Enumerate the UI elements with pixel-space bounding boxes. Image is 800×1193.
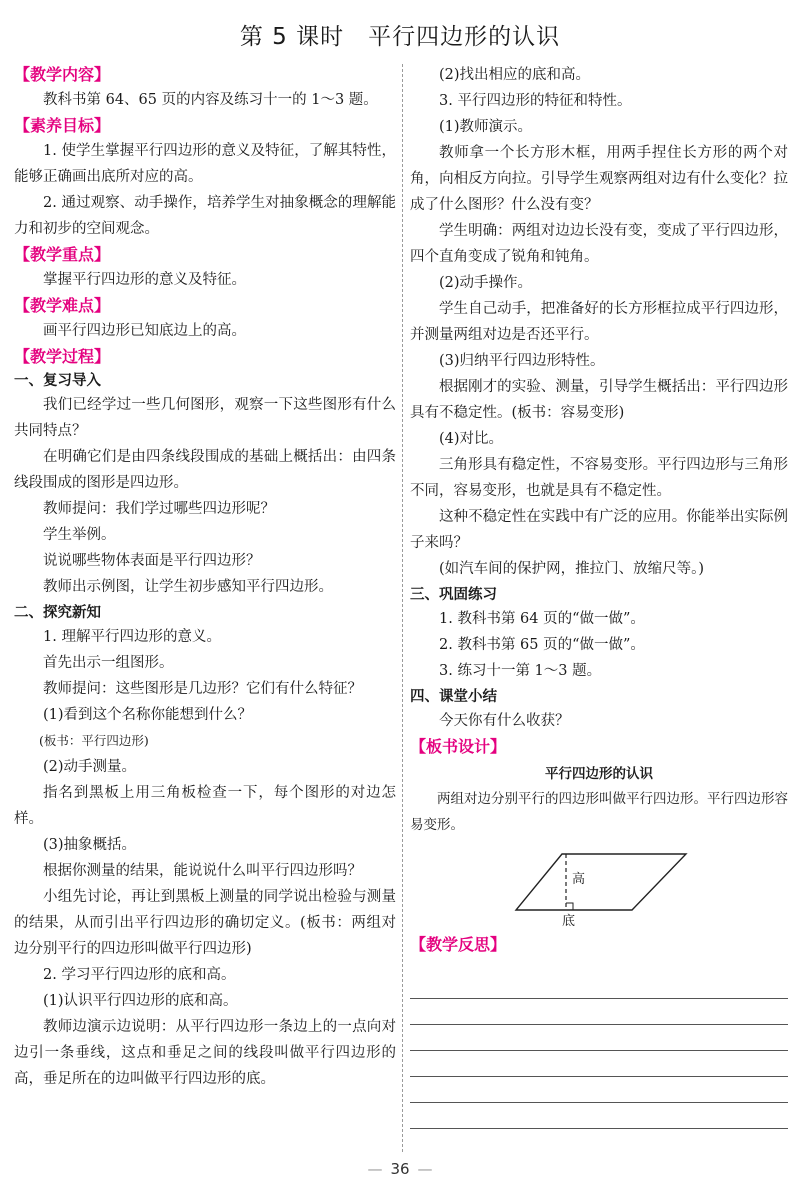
paragraph: 教师出示例图，让学生初步感知平行四边形。 <box>43 579 333 595</box>
paragraph: 三角形具有稳定性，不容易变形。平行四边形与三角形不同，容易变形，也就是具有不稳定性。 <box>410 457 788 499</box>
reflection-lines <box>410 974 788 1129</box>
section-heading: 【板书设计】 <box>410 737 507 756</box>
left-column <box>14 62 396 1092</box>
paragraph: 我们已经学过一些几何图形，观察一下这些图形有什么共同特点？ <box>14 397 396 439</box>
subsection-heading: 一、复习导入 <box>14 373 101 389</box>
subsection-heading: 三、巩固练习 <box>410 587 497 603</box>
right-flow <box>410 62 788 758</box>
paragraph: (2)找出相应的底和高。 <box>439 67 591 83</box>
writing-line[interactable] <box>410 1000 788 1025</box>
height-label: 高 <box>572 872 586 887</box>
paragraph: (1)教师演示。 <box>439 119 533 135</box>
paragraph: 教师提问：这些图形是几边形？它们有什么特征？ <box>43 681 362 697</box>
paragraph: 2. 通过观察、动手操作，培养学生对抽象概念的理解能力和初步的空间观念。 <box>14 195 396 237</box>
page-number: — 36 — <box>367 1160 433 1178</box>
column-divider <box>402 64 403 1152</box>
paragraph: 小组先讨论，再让到黑板上测量的同学说出检验与测量的结果，从而引出平行四边形的确切定义。(板书：两组对边分别平行的四边形叫做平行四边形) <box>14 889 396 957</box>
section-heading: 【教学过程】 <box>14 347 111 366</box>
writing-line[interactable] <box>410 1026 788 1051</box>
board-text: 两组对边分别平行的四边形叫做平行四边形。平行四边形容易变形。 <box>410 791 788 833</box>
paragraph: (1)看到这个名称你能想到什么？ <box>43 707 253 723</box>
paragraph: 今天你有什么收获？ <box>439 713 570 729</box>
paragraph: 教科书第 64、65 页的内容及练习十一的 1～3 题。 <box>43 92 378 108</box>
base-label: 底 <box>562 914 576 929</box>
paragraph: 在明确它们是由四条线段围成的基础上概括出：由四条线段围成的图形是四边形。 <box>14 449 396 491</box>
paragraph: 1. 教科书第 64 页的“做一做”。 <box>439 611 645 627</box>
paragraph: (4)对比。 <box>439 431 504 447</box>
paragraph: 教师提问：我们学过哪些四边形呢？ <box>43 501 275 517</box>
paragraph: 说说哪些物体表面是平行四边形？ <box>43 553 261 569</box>
paragraph: (3)归纳平行四边形特性。 <box>439 353 605 369</box>
section-heading: 【教学难点】 <box>14 296 111 315</box>
paragraph: 这种不稳定性在实践中有广泛的应用。你能举出实际例子来吗？ <box>410 509 788 551</box>
board-note: (板书：平行四边形) <box>39 733 149 748</box>
paragraph: (1)认识平行四边形的底和高。 <box>43 993 238 1009</box>
paragraph: (2)动手操作。 <box>439 275 533 291</box>
subsection-heading: 二、探究新知 <box>14 605 101 621</box>
paragraph: 掌握平行四边形的意义及特征。 <box>43 272 246 288</box>
paragraph: 教师边演示边说明：从平行四边形一条边上的一点向对边引一条垂线，这点和垂足之间的线段叫做平行四边形的高，垂足所在的边叫做平行四边形的底。 <box>14 1019 396 1087</box>
page-title: 第 5 课时 平行四边形的认识 <box>239 24 561 50</box>
paragraph: (3)抽象概括。 <box>43 837 137 853</box>
writing-line[interactable] <box>410 1078 788 1103</box>
paragraph: 首先出示一组图形。 <box>43 655 174 671</box>
parallelogram-shape <box>516 854 686 910</box>
paragraph: 根据你测量的结果，能说说什么叫平行四边形吗？ <box>43 863 362 879</box>
paragraph: 3. 练习十一第 1～3 题。 <box>439 663 602 679</box>
writing-line[interactable] <box>410 1104 788 1129</box>
paragraph: 学生明确：两组对边边长没有变，变成了平行四边形，四个直角变成了锐角和钝角。 <box>410 223 788 265</box>
paragraph: (如汽车间的保护网，推拉门、放缩尺等。) <box>439 561 705 577</box>
paragraph: 1. 理解平行四边形的意义。 <box>43 629 221 645</box>
paragraph: 画平行四边形已知底边上的高。 <box>43 323 246 339</box>
writing-line[interactable] <box>410 974 788 999</box>
paragraph: 2. 学习平行四边形的底和高。 <box>43 967 236 983</box>
paragraph: 教师拿一个长方形木框，用两手捏住长方形的两个对角，向相反方向拉。引导学生观察两组对边有什么变化？拉成了什么图形？什么没有变？ <box>410 145 788 213</box>
paragraph: (2)动手测量。 <box>43 759 137 775</box>
writing-line[interactable] <box>410 1052 788 1077</box>
right-angle-mark <box>566 903 573 910</box>
board-title: 平行四边形的认识 <box>545 766 653 782</box>
section-heading: 【教学内容】 <box>14 65 111 84</box>
paragraph: 指名到黑板上用三角板检查一下，每个图形的对边怎样。 <box>14 785 396 827</box>
section-heading: 【教学重点】 <box>14 245 111 264</box>
paragraph: 3. 平行四边形的特征和特性。 <box>439 93 632 109</box>
paragraph: 根据刚才的实验、测量，引导学生概括出：平行四边形具有不稳定性。(板书：容易变形) <box>410 379 788 421</box>
section-heading: 【素养目标】 <box>14 116 111 135</box>
paragraph: 学生自己动手，把准备好的长方形框拉成平行四边形，并测量两组对边是否还平行。 <box>410 301 788 343</box>
right-column <box>410 62 788 1130</box>
parallelogram-figure <box>410 840 788 929</box>
subsection-heading: 四、课堂小结 <box>410 689 497 705</box>
paragraph: 1. 使学生掌握平行四边形的意义及特征，了解其特性，能够正确画出底所对应的高。 <box>14 143 396 185</box>
paragraph: 2. 教科书第 65 页的“做一做”。 <box>439 637 645 653</box>
reflection-heading: 【教学反思】 <box>410 935 507 954</box>
paragraph: 学生举例。 <box>43 527 116 543</box>
parallelogram-diagram <box>410 840 788 924</box>
